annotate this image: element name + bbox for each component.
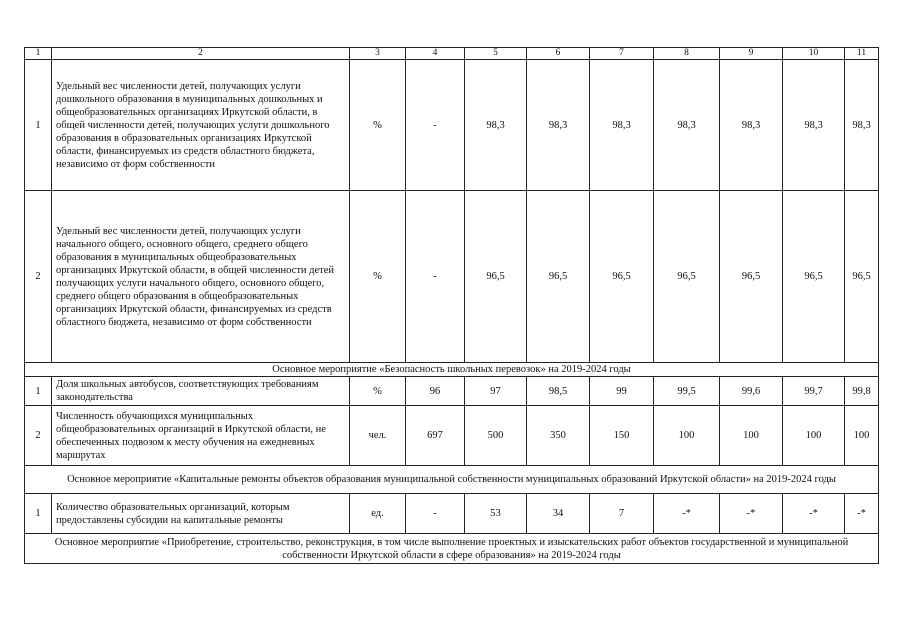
- section-title: Основное мероприятие «Капитальные ремонты объектов образования муниципальной собственности муниципальных образований Иркутской области» на 2019-2024 годы: [25, 466, 879, 494]
- column-number-row: [25, 48, 879, 60]
- col-header: 5: [465, 48, 527, 60]
- value-cell: 99: [590, 377, 654, 406]
- value-cell: 99,6: [720, 377, 783, 406]
- value-cell: 100: [654, 406, 720, 466]
- indicator-description: Удельный вес численности детей, получающих услуги дошкольного образования в муниципальных дошкольных и общеобразовательных организациях Иркутской области, в общей численности детей, получающих услуги дошкольного образования в образовательных организациях Иркутской области, финансируемых из средств областного бюджета, независимо от форм собственности: [52, 60, 350, 191]
- table-row: [25, 377, 879, 406]
- row-number: 2: [25, 406, 52, 466]
- value-cell: 96,5: [465, 191, 527, 363]
- value-cell: -*: [654, 494, 720, 534]
- section-title: Основное мероприятие «Приобретение, строительство, реконструкция, в том числе выполнение проектных и изыскательских работ объектов государственной и муниципальной собственности Иркутской области в сфере образования» на 2019-2024 годы: [25, 534, 879, 564]
- value-cell: 34: [527, 494, 590, 534]
- value-cell: 98,3: [783, 60, 845, 191]
- value-cell: 100: [720, 406, 783, 466]
- unit-cell: %: [350, 377, 406, 406]
- value-cell: 96,5: [527, 191, 590, 363]
- indicators-table: [24, 47, 879, 564]
- value-cell: 99,7: [783, 377, 845, 406]
- indicator-description: Численность обучающихся муниципальных общеобразовательных организаций в Иркутской области, не обеспеченных подвозом к месту обучения на ежедневных маршрутах: [52, 406, 350, 466]
- value-cell: 96: [406, 377, 465, 406]
- value-cell: -*: [783, 494, 845, 534]
- value-cell: 98,3: [465, 60, 527, 191]
- value-cell: 99,5: [654, 377, 720, 406]
- section-row: [25, 466, 879, 494]
- value-cell: -: [406, 191, 465, 363]
- unit-cell: %: [350, 191, 406, 363]
- value-cell: 96,5: [590, 191, 654, 363]
- col-header: 6: [527, 48, 590, 60]
- indicator-description: Доля школьных автобусов, соответствующих требованиям законодательства: [52, 377, 350, 406]
- value-cell: 96,5: [654, 191, 720, 363]
- row-number: 1: [25, 60, 52, 191]
- unit-cell: чел.: [350, 406, 406, 466]
- value-cell: -*: [845, 494, 879, 534]
- section-row: [25, 534, 879, 564]
- value-cell: 7: [590, 494, 654, 534]
- section-title: Основное мероприятие «Безопасность школьных перевозок» на 2019-2024 годы: [25, 363, 879, 377]
- value-cell: -: [406, 494, 465, 534]
- row-number: 1: [25, 377, 52, 406]
- value-cell: 98,5: [527, 377, 590, 406]
- section-row: [25, 363, 879, 377]
- col-header: 2: [52, 48, 350, 60]
- value-cell: 100: [845, 406, 879, 466]
- indicator-description: Удельный вес численности детей, получающих услуги начального общего, основного общего, среднего общего образования в муниципальных общеобразовательных организациях Иркутской области, в общей численности детей получающих услуги начального общего, основного общего, среднего общего образования в общеобразовательных организациях Иркутской области, финансируемых из средств областного бюджета, независимо от форм собственности: [52, 191, 350, 363]
- value-cell: -*: [720, 494, 783, 534]
- value-cell: 100: [783, 406, 845, 466]
- row-number: 2: [25, 191, 52, 363]
- col-header: 11: [845, 48, 879, 60]
- value-cell: 98,3: [590, 60, 654, 191]
- col-header: 4: [406, 48, 465, 60]
- value-cell: 500: [465, 406, 527, 466]
- col-header: 10: [783, 48, 845, 60]
- table-row: [25, 494, 879, 534]
- col-header: 3: [350, 48, 406, 60]
- unit-cell: %: [350, 60, 406, 191]
- value-cell: 350: [527, 406, 590, 466]
- value-cell: 98,3: [654, 60, 720, 191]
- value-cell: 697: [406, 406, 465, 466]
- value-cell: 99,8: [845, 377, 879, 406]
- value-cell: 98,3: [720, 60, 783, 191]
- table-row: [25, 60, 879, 191]
- indicator-description: Количество образовательных организаций, которым предоставлены субсидии на капитальные ремонты: [52, 494, 350, 534]
- value-cell: 53: [465, 494, 527, 534]
- unit-cell: ед.: [350, 494, 406, 534]
- row-number: 1: [25, 494, 52, 534]
- value-cell: 97: [465, 377, 527, 406]
- value-cell: 96,5: [783, 191, 845, 363]
- value-cell: 96,5: [845, 191, 879, 363]
- table-row: [25, 406, 879, 466]
- value-cell: 98,3: [527, 60, 590, 191]
- table-row: [25, 191, 879, 363]
- value-cell: -: [406, 60, 465, 191]
- col-header: 1: [25, 48, 52, 60]
- value-cell: 96,5: [720, 191, 783, 363]
- col-header: 7: [590, 48, 654, 60]
- value-cell: 98,3: [845, 60, 879, 191]
- col-header: 9: [720, 48, 783, 60]
- value-cell: 150: [590, 406, 654, 466]
- col-header: 8: [654, 48, 720, 60]
